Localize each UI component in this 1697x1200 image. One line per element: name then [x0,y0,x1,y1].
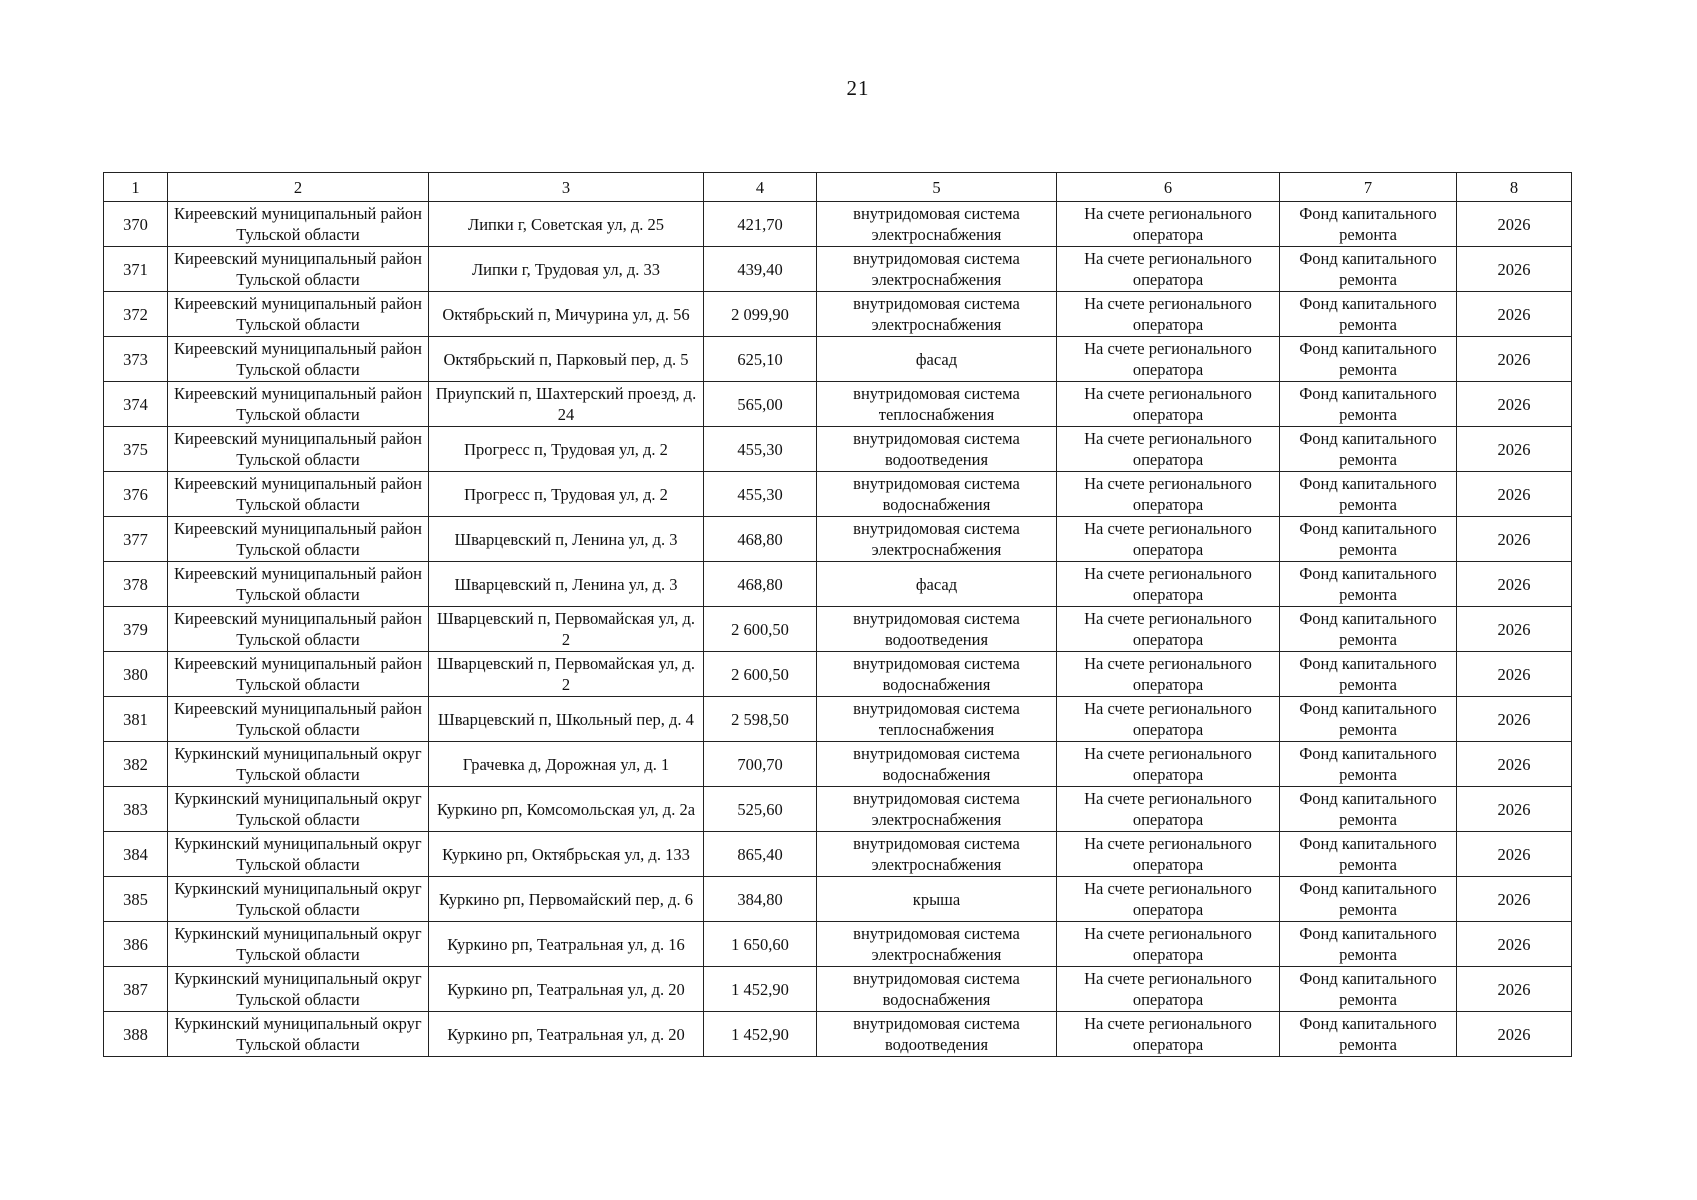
cell-row-number: 386 [104,922,168,967]
cell-row-number: 377 [104,517,168,562]
cell-planned-year: 2026 [1457,1012,1572,1057]
cell-fund-formation-method: На счете регионального оператора [1057,877,1280,922]
cell-funding-source: Фонд капитального ремонта [1280,877,1457,922]
cell-row-number: 382 [104,742,168,787]
cell-address: Куркино рп, Театральная ул, д. 20 [429,1012,704,1057]
cell-planned-year: 2026 [1457,832,1572,877]
cell-repair-work-type: внутридомовая система водоснабжения [817,967,1057,1012]
cell-repair-work-type: внутридомовая система электроснабжения [817,787,1057,832]
cell-address: Шварцевский п, Ленина ул, д. 3 [429,517,704,562]
cell-planned-year: 2026 [1457,967,1572,1012]
cell-total-area: 2 598,50 [704,697,817,742]
table-header-row [104,173,1572,202]
cell-planned-year: 2026 [1457,292,1572,337]
cell-repair-work-type: крыша [817,877,1057,922]
cell-repair-work-type: внутридомовая система электроснабжения [817,292,1057,337]
cell-repair-work-type: внутридомовая система электроснабжения [817,202,1057,247]
cell-municipality: Киреевский муниципальный район Тульской области [168,652,429,697]
cell-fund-formation-method: На счете регионального оператора [1057,472,1280,517]
cell-municipality: Киреевский муниципальный район Тульской области [168,562,429,607]
cell-row-number: 374 [104,382,168,427]
cell-fund-formation-method: На счете регионального оператора [1057,742,1280,787]
cell-address: Грачевка д, Дорожная ул, д. 1 [429,742,704,787]
cell-funding-source: Фонд капитального ремонта [1280,967,1457,1012]
cell-fund-formation-method: На счете регионального оператора [1057,202,1280,247]
table-row [104,472,1572,517]
cell-row-number: 388 [104,1012,168,1057]
cell-planned-year: 2026 [1457,787,1572,832]
cell-fund-formation-method: На счете регионального оператора [1057,427,1280,472]
cell-planned-year: 2026 [1457,427,1572,472]
cell-total-area: 421,70 [704,202,817,247]
cell-municipality: Киреевский муниципальный район Тульской области [168,697,429,742]
cell-row-number: 372 [104,292,168,337]
table-row [104,652,1572,697]
cell-fund-formation-method: На счете регионального оператора [1057,832,1280,877]
column-number-3: 3 [429,173,704,202]
cell-planned-year: 2026 [1457,877,1572,922]
table-body [104,173,1572,1057]
column-number-2: 2 [168,173,429,202]
cell-total-area: 468,80 [704,562,817,607]
cell-planned-year: 2026 [1457,697,1572,742]
cell-funding-source: Фонд капитального ремонта [1280,832,1457,877]
cell-funding-source: Фонд капитального ремонта [1280,607,1457,652]
cell-repair-work-type: внутридомовая система водоотведения [817,1012,1057,1057]
cell-row-number: 384 [104,832,168,877]
table-row [104,877,1572,922]
cell-municipality: Киреевский муниципальный район Тульской области [168,247,429,292]
cell-municipality: Куркинский муниципальный округ Тульской области [168,967,429,1012]
column-number-7: 7 [1280,173,1457,202]
cell-fund-formation-method: На счете регионального оператора [1057,247,1280,292]
cell-repair-work-type: внутридомовая система водоснабжения [817,742,1057,787]
cell-address: Шварцевский п, Первомайская ул, д. 2 [429,652,704,697]
cell-address: Прогресс п, Трудовая ул, д. 2 [429,427,704,472]
cell-address: Куркино рп, Первомайский пер, д. 6 [429,877,704,922]
cell-total-area: 565,00 [704,382,817,427]
cell-repair-work-type: внутридомовая система электроснабжения [817,517,1057,562]
cell-address: Шварцевский п, Ленина ул, д. 3 [429,562,704,607]
cell-funding-source: Фонд капитального ремонта [1280,697,1457,742]
cell-municipality: Киреевский муниципальный район Тульской области [168,427,429,472]
cell-fund-formation-method: На счете регионального оператора [1057,382,1280,427]
cell-funding-source: Фонд капитального ремонта [1280,922,1457,967]
cell-address: Куркино рп, Комсомольская ул, д. 2а [429,787,704,832]
cell-municipality: Куркинский муниципальный округ Тульской области [168,1012,429,1057]
cell-fund-formation-method: На счете регионального оператора [1057,922,1280,967]
cell-funding-source: Фонд капитального ремонта [1280,1012,1457,1057]
table-row [104,697,1572,742]
cell-row-number: 373 [104,337,168,382]
cell-municipality: Куркинский муниципальный округ Тульской области [168,832,429,877]
cell-total-area: 439,40 [704,247,817,292]
cell-address: Куркино рп, Октябрьская ул, д. 133 [429,832,704,877]
table-row [104,382,1572,427]
cell-row-number: 370 [104,202,168,247]
cell-repair-work-type: внутридомовая система электроснабжения [817,922,1057,967]
cell-planned-year: 2026 [1457,742,1572,787]
cell-address: Октябрьский п, Мичурина ул, д. 56 [429,292,704,337]
cell-funding-source: Фонд капитального ремонта [1280,292,1457,337]
cell-total-area: 1 452,90 [704,967,817,1012]
cell-fund-formation-method: На счете регионального оператора [1057,697,1280,742]
cell-municipality: Киреевский муниципальный район Тульской области [168,337,429,382]
cell-funding-source: Фонд капитального ремонта [1280,652,1457,697]
cell-planned-year: 2026 [1457,202,1572,247]
cell-planned-year: 2026 [1457,607,1572,652]
table-row [104,517,1572,562]
cell-repair-work-type: внутридомовая система электроснабжения [817,247,1057,292]
cell-total-area: 2 600,50 [704,652,817,697]
cell-municipality: Куркинский муниципальный округ Тульской области [168,922,429,967]
cell-repair-work-type: внутридомовая система водоотведения [817,427,1057,472]
cell-planned-year: 2026 [1457,922,1572,967]
table-row [104,787,1572,832]
cell-funding-source: Фонд капитального ремонта [1280,562,1457,607]
table-row [104,832,1572,877]
cell-funding-source: Фонд капитального ремонта [1280,382,1457,427]
cell-repair-work-type: фасад [817,562,1057,607]
cell-funding-source: Фонд капитального ремонта [1280,337,1457,382]
cell-planned-year: 2026 [1457,247,1572,292]
cell-row-number: 385 [104,877,168,922]
cell-total-area: 1 452,90 [704,1012,817,1057]
cell-funding-source: Фонд капитального ремонта [1280,742,1457,787]
cell-municipality: Киреевский муниципальный район Тульской области [168,202,429,247]
cell-address: Куркино рп, Театральная ул, д. 16 [429,922,704,967]
cell-fund-formation-method: На счете регионального оператора [1057,652,1280,697]
column-number-4: 4 [704,173,817,202]
capital-repair-table [103,172,1572,1057]
cell-address: Приупский п, Шахтерский проезд, д. 24 [429,382,704,427]
cell-total-area: 2 099,90 [704,292,817,337]
cell-address: Шварцевский п, Первомайская ул, д. 2 [429,607,704,652]
cell-total-area: 455,30 [704,472,817,517]
cell-repair-work-type: внутридомовая система водоотведения [817,607,1057,652]
cell-municipality: Куркинский муниципальный округ Тульской области [168,877,429,922]
cell-total-area: 468,80 [704,517,817,562]
table-row [104,967,1572,1012]
cell-total-area: 865,40 [704,832,817,877]
cell-municipality: Киреевский муниципальный район Тульской области [168,517,429,562]
cell-planned-year: 2026 [1457,652,1572,697]
cell-total-area: 625,10 [704,337,817,382]
cell-repair-work-type: внутридомовая система электроснабжения [817,832,1057,877]
cell-row-number: 383 [104,787,168,832]
cell-municipality: Куркинский муниципальный округ Тульской области [168,787,429,832]
table-row [104,247,1572,292]
column-number-5: 5 [817,173,1057,202]
cell-repair-work-type: фасад [817,337,1057,382]
cell-total-area: 1 650,60 [704,922,817,967]
page-number: 21 [846,76,870,100]
cell-address: Липки г, Трудовая ул, д. 33 [429,247,704,292]
cell-row-number: 381 [104,697,168,742]
cell-address: Куркино рп, Театральная ул, д. 20 [429,967,704,1012]
cell-row-number: 380 [104,652,168,697]
cell-funding-source: Фонд капитального ремонта [1280,427,1457,472]
table-row [104,1012,1572,1057]
cell-funding-source: Фонд капитального ремонта [1280,472,1457,517]
cell-row-number: 375 [104,427,168,472]
cell-municipality: Киреевский муниципальный район Тульской области [168,382,429,427]
cell-repair-work-type: внутридомовая система водоснабжения [817,472,1057,517]
column-number-8: 8 [1457,173,1572,202]
cell-funding-source: Фонд капитального ремонта [1280,787,1457,832]
cell-funding-source: Фонд капитального ремонта [1280,202,1457,247]
cell-total-area: 455,30 [704,427,817,472]
cell-fund-formation-method: На счете регионального оператора [1057,607,1280,652]
cell-fund-formation-method: На счете регионального оператора [1057,337,1280,382]
cell-fund-formation-method: На счете регионального оператора [1057,562,1280,607]
cell-address: Липки г, Советская ул, д. 25 [429,202,704,247]
table-row [104,742,1572,787]
cell-address: Шварцевский п, Школьный пер, д. 4 [429,697,704,742]
table-row [104,562,1572,607]
cell-fund-formation-method: На счете регионального оператора [1057,787,1280,832]
cell-fund-formation-method: На счете регионального оператора [1057,517,1280,562]
table-row [104,427,1572,472]
cell-row-number: 378 [104,562,168,607]
cell-planned-year: 2026 [1457,562,1572,607]
cell-total-area: 384,80 [704,877,817,922]
cell-fund-formation-method: На счете регионального оператора [1057,967,1280,1012]
cell-address: Октябрьский п, Парковый пер, д. 5 [429,337,704,382]
table-row [104,337,1572,382]
cell-total-area: 2 600,50 [704,607,817,652]
cell-fund-formation-method: На счете регионального оператора [1057,292,1280,337]
cell-planned-year: 2026 [1457,382,1572,427]
cell-total-area: 525,60 [704,787,817,832]
cell-planned-year: 2026 [1457,517,1572,562]
cell-planned-year: 2026 [1457,337,1572,382]
cell-repair-work-type: внутридомовая система теплоснабжения [817,382,1057,427]
column-number-6: 6 [1057,173,1280,202]
cell-planned-year: 2026 [1457,472,1572,517]
cell-municipality: Куркинский муниципальный округ Тульской области [168,742,429,787]
cell-row-number: 379 [104,607,168,652]
cell-repair-work-type: внутридомовая система водоснабжения [817,652,1057,697]
cell-row-number: 371 [104,247,168,292]
cell-municipality: Киреевский муниципальный район Тульской области [168,292,429,337]
cell-total-area: 700,70 [704,742,817,787]
cell-municipality: Киреевский муниципальный район Тульской области [168,607,429,652]
cell-funding-source: Фонд капитального ремонта [1280,517,1457,562]
table-row [104,607,1572,652]
cell-address: Прогресс п, Трудовая ул, д. 2 [429,472,704,517]
table-row [104,202,1572,247]
cell-repair-work-type: внутридомовая система теплоснабжения [817,697,1057,742]
cell-municipality: Киреевский муниципальный район Тульской области [168,472,429,517]
cell-funding-source: Фонд капитального ремонта [1280,247,1457,292]
cell-fund-formation-method: На счете регионального оператора [1057,1012,1280,1057]
table-row [104,922,1572,967]
cell-row-number: 376 [104,472,168,517]
table-row [104,292,1572,337]
cell-row-number: 387 [104,967,168,1012]
column-number-1: 1 [104,173,168,202]
